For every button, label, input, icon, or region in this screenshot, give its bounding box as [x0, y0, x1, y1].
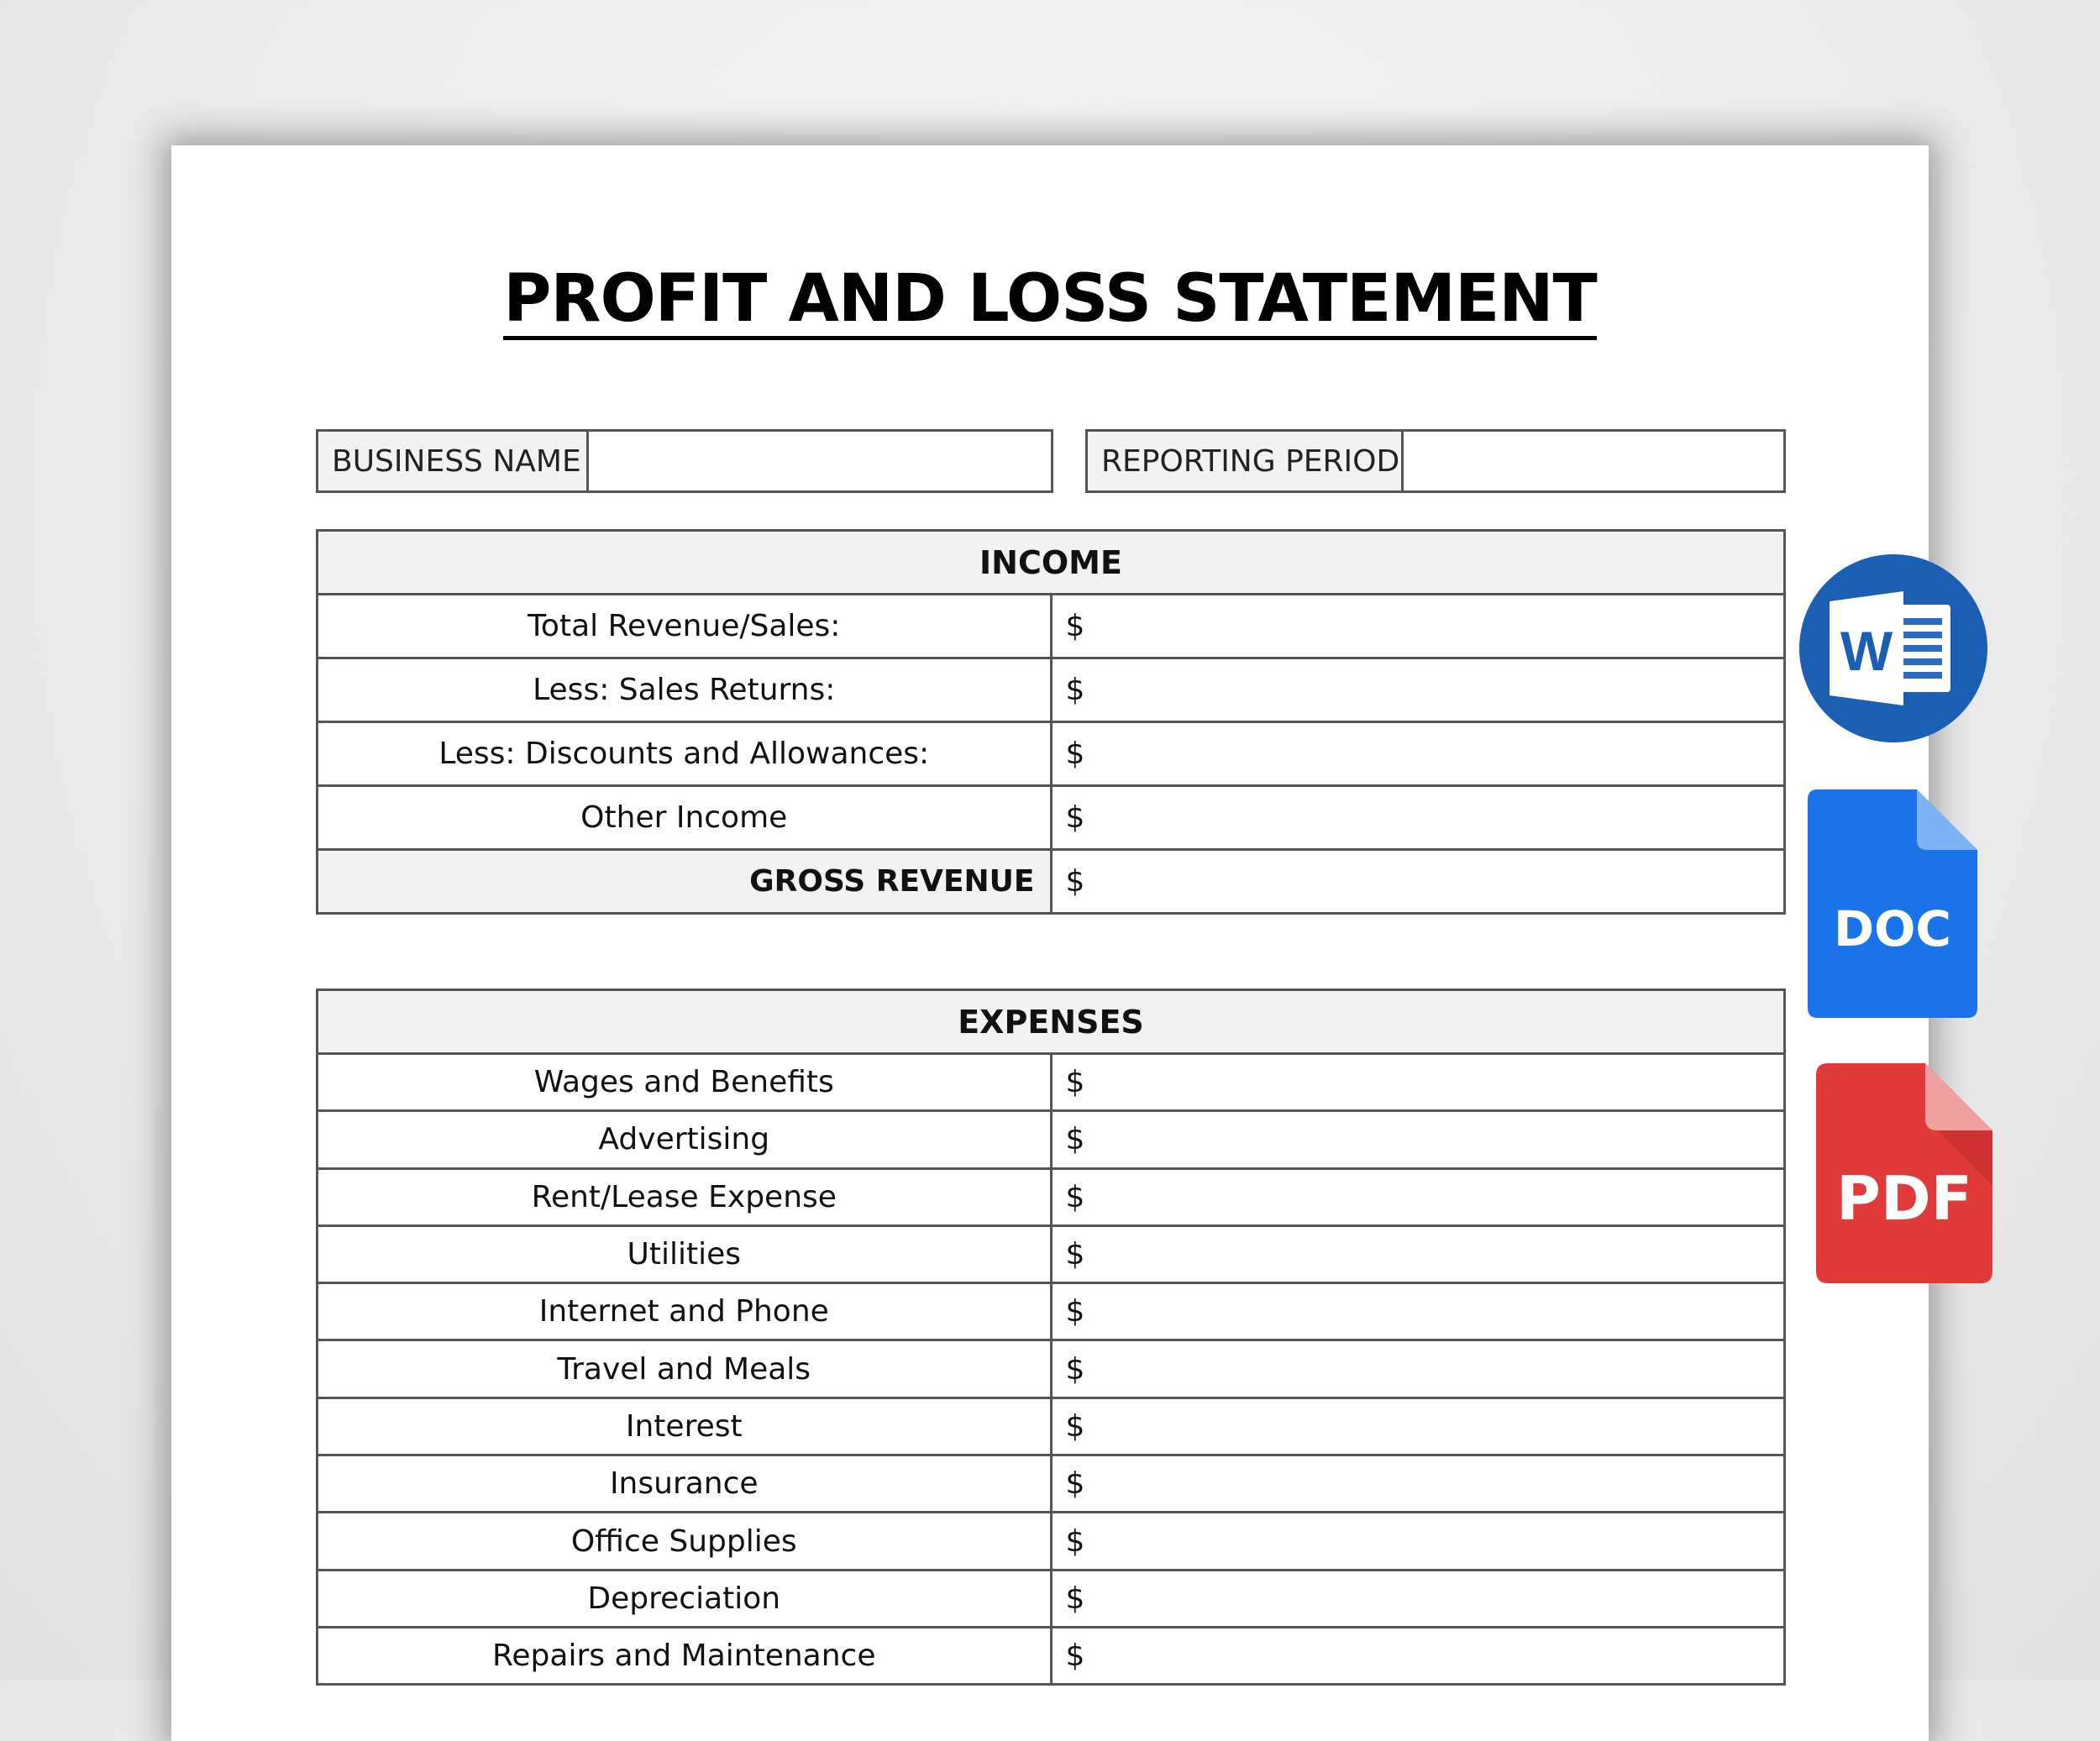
- expense-row-label: Insurance: [318, 1455, 1052, 1513]
- expense-row-amount[interactable]: $: [1051, 1570, 1785, 1627]
- word-icon: [1798, 553, 1989, 744]
- reporting-period-field[interactable]: [1404, 432, 1783, 490]
- table-row: [318, 1225, 1785, 1282]
- gross-revenue-amount[interactable]: $: [1051, 850, 1785, 914]
- document-title: PROFIT AND LOSS STATEMENT: [503, 263, 1597, 340]
- income-heading: INCOME: [318, 531, 1785, 595]
- doc-file-icon: [1808, 789, 1977, 1018]
- table-row: [318, 722, 1785, 786]
- table-row: [318, 1340, 1785, 1398]
- expense-row-amount[interactable]: $: [1051, 1283, 1785, 1340]
- income-row-amount[interactable]: $: [1051, 658, 1785, 722]
- expense-row-amount[interactable]: $: [1051, 1054, 1785, 1111]
- document-page: [171, 145, 1929, 1741]
- expense-row-amount[interactable]: $: [1051, 1455, 1785, 1513]
- table-row: [318, 1054, 1785, 1111]
- expense-row-label: Wages and Benefits: [318, 1054, 1052, 1111]
- income-table: [316, 529, 1786, 915]
- table-row: [318, 658, 1785, 722]
- pdf-file-icon: [1816, 1063, 1992, 1283]
- gross-revenue-row: [318, 850, 1785, 914]
- expense-row-amount[interactable]: $: [1051, 1340, 1785, 1398]
- expense-row-amount[interactable]: $: [1051, 1627, 1785, 1684]
- gross-revenue-label: GROSS REVENUE: [318, 850, 1052, 914]
- income-row-label: Other Income: [318, 786, 1052, 850]
- income-row-label: Less: Sales Returns:: [318, 658, 1052, 722]
- expense-row-label: Internet and Phone: [318, 1283, 1052, 1340]
- table-row: [318, 1111, 1785, 1168]
- expense-row-label: Interest: [318, 1398, 1052, 1455]
- document-title-wrap: [171, 263, 1929, 340]
- expense-row-label: Advertising: [318, 1111, 1052, 1168]
- expense-row-amount[interactable]: $: [1051, 1398, 1785, 1455]
- income-row-amount[interactable]: $: [1051, 722, 1785, 786]
- expense-row-label: Office Supplies: [318, 1513, 1052, 1570]
- expense-row-amount[interactable]: $: [1051, 1111, 1785, 1168]
- expense-row-amount[interactable]: $: [1051, 1513, 1785, 1570]
- income-row-label: Total Revenue/Sales:: [318, 595, 1052, 658]
- income-row-label: Less: Discounts and Allowances:: [318, 722, 1052, 786]
- expense-row-label: Repairs and Maintenance: [318, 1627, 1052, 1684]
- expense-row-amount[interactable]: $: [1051, 1225, 1785, 1282]
- table-row: [318, 1168, 1785, 1225]
- business-name-field[interactable]: [589, 432, 1051, 490]
- expenses-table: [316, 988, 1786, 1686]
- reporting-period-box: [1085, 429, 1786, 493]
- reporting-period-label: REPORTING PERIOD: [1088, 432, 1404, 490]
- income-row-amount[interactable]: $: [1051, 595, 1785, 658]
- table-row: [318, 786, 1785, 850]
- expenses-heading: EXPENSES: [318, 990, 1785, 1054]
- table-row: [318, 1570, 1785, 1627]
- income-row-amount[interactable]: $: [1051, 786, 1785, 850]
- table-row: [318, 1398, 1785, 1455]
- expense-row-label: Rent/Lease Expense: [318, 1168, 1052, 1225]
- expense-row-label: Travel and Meals: [318, 1340, 1052, 1398]
- pdf-badge-label: PDF: [1836, 1163, 1972, 1234]
- expense-row-label: Utilities: [318, 1225, 1052, 1282]
- table-row: [318, 1513, 1785, 1570]
- table-row: [318, 1627, 1785, 1684]
- table-row: [318, 1455, 1785, 1513]
- business-name-box: [316, 429, 1053, 493]
- expense-row-label: Depreciation: [318, 1570, 1052, 1627]
- table-row: [318, 595, 1785, 658]
- table-row: [318, 1283, 1785, 1340]
- expense-row-amount[interactable]: $: [1051, 1168, 1785, 1225]
- business-name-label: BUSINESS NAME: [318, 432, 589, 490]
- doc-badge-label: DOC: [1833, 900, 1952, 957]
- word-badge-letter: W: [1840, 620, 1893, 682]
